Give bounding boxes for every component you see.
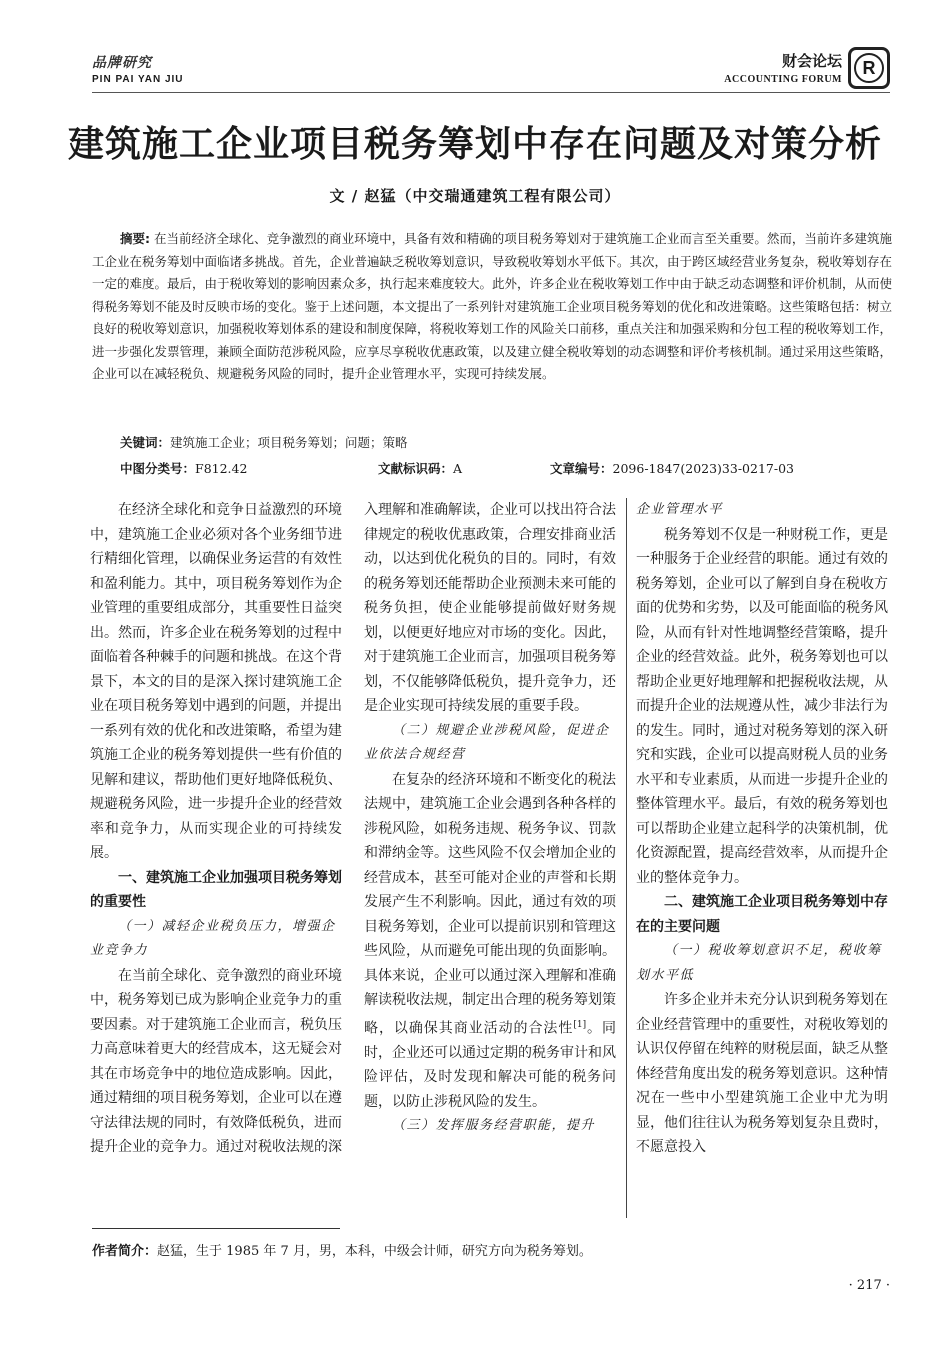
column-name-cn: 品牌研究: [92, 55, 152, 71]
column-2: [364, 498, 616, 1139]
body-paragraph: 在当前全球化、竞争激烈的商业环境中，税务筹划已成为影响企业竞争力的重要因素。对于建筑施工企业而言，税负压力高意味着更大的经营成本，这无疑会对其在市场竞争中的地位造成影响。因此，通过精细的项目税务筹划，企业可以在遵守法律法规的同时，有效降低税负，进而提升企业的竞争力。通过对税收法规的深: [90, 967, 342, 1155]
art-value: 2096-1847(2023)33-0217-03: [612, 461, 794, 476]
paragraph-text: 。同时，企业还可以通过定期的税务审计和风险评估，及时发现和解决可能的税务问题，以防止涉税风险的发生。: [364, 1020, 616, 1110]
subsection-heading-1-2: （二）规避企业涉税风险，促进企业依法合规经营: [364, 722, 610, 762]
section-name-en: ACCOUNTING FORUM: [724, 74, 842, 85]
section-name-cn: 财会论坛: [781, 52, 842, 70]
citation-ref: [1]: [573, 1019, 587, 1030]
keywords: [120, 433, 408, 451]
journal-section-name: [724, 50, 842, 85]
body-paragraph: [364, 768, 616, 1115]
column-divider: [626, 498, 627, 1218]
author-bio-label: 作者简介：: [92, 1244, 158, 1259]
section-heading-2: 二、建筑施工企业项目税务筹划中存在的主要问题: [636, 894, 888, 935]
clc-value: F812.42: [195, 461, 248, 476]
abstract: [92, 228, 892, 386]
keywords-label: 关键词：: [120, 435, 171, 450]
author-bio-text: 赵猛，生于 1985 年 7 月，男，本科，中级会计师，研究方向为税务筹划。: [157, 1244, 592, 1259]
subsection-heading-continued: 企业管理水平: [636, 502, 724, 517]
paragraph-text: 在复杂的经济环境和不断变化的税法法规中，建筑施工企业会遇到各种各样的涉税风险，如税务违规、税务争议、罚款和滞纳金等。这些风险不仅会增加企业的经营成本，甚至可能对企业的声誉和长期发展产生不利影响。因此，通过有效的项目税务筹划，企业可以提前识别和管理这些风险，从而避免可能出现的负面影响。具体来说，企业可以通过深入理解和准确解读税收法规，制定出合理的税务筹划策略，以确保其商业活动的合法性: [364, 771, 616, 1037]
logo-letter: R: [854, 53, 884, 83]
column-3: [636, 498, 888, 1160]
intro-paragraph: 在经济全球化和竞争日益激烈的环境中，建筑施工企业必须对各个业务细节进行精细化管理，以确保业务运营的有效性和盈利能力。其中，项目税务筹划作为企业管理的重要组成部分，其重要性日益突出。然而，许多企业在税务筹划的过程中面临着各种棘手的问题和挑战。在这个背景下，本文的目的是深入探讨建筑施工企业在项目税务筹划中遇到的问题，并提出一系列有效的优化和改进策略，希望为建筑施工企业的税务筹划提供一些有价值的见解和建议，帮助他们更好地降低税负、规避税务风险，进一步提升企业的经营效率和竞争力，从而实现企业的可持续发展。: [90, 502, 342, 861]
journal-column-name: [92, 52, 184, 85]
article-title: 建筑施工企业项目税务筹划中存在问题及对策分析: [67, 124, 882, 165]
subsection-heading-2-1: （一）税收筹划意识不足，税收筹划水平低: [636, 943, 882, 983]
article-author: 文 / 赵猛（中交瑞通建筑工程有限公司）: [329, 187, 621, 205]
body-paragraph: 入理解和准确解读，企业可以找出符合法律规定的税收优惠政策，合理安排商业活动，以达到优化税负的目的。同时，有效的税务筹划还能帮助企业预测未来可能的税务负担，使企业能够提前做好财务规划，以便更好地应对市场的变化。因此，对于建筑施工企业而言，加强项目税务筹划，不仅能够降低税负，提升竞争力，还是企业实现可持续发展的重要手段。: [364, 502, 616, 714]
column-name-en: PIN PAI YAN JIU: [92, 74, 184, 85]
clc-number: [120, 459, 247, 477]
header-divider: [92, 92, 890, 93]
article-number: [550, 459, 794, 477]
doc-code: [378, 459, 462, 477]
abstract-text: 在当前经济全球化、竞争激烈的商业环境中，具备有效和精确的项目税务筹划对于建筑施工企业而言至关重要。然而，当前许多建筑施工企业在税务筹划中面临诸多挑战。首先，企业普遍缺乏税收筹划意识，导致税收筹划水平低下。其次，由于跨区域经营业务复杂，税收筹划存在一定的难度。最后，由于税收筹划的影响因素众多，执行起来难度较大。此外，许多企业在税收筹划工作中由于缺乏动态调整和评价机制，从而使得税务筹划不能及时反映市场的变化。鉴于上述问题，本文提出了一系列针对建筑施工企业项目税务筹划的优化和改进策略。这些策略包括：树立良好的税收筹划意识，加强税收筹划体系的建设和制度保障，将税收筹划工作的风险关口前移，重点关注和加强采购和分包工程的税收筹划工作，进一步强化发票管理，兼顾全面防范涉税风险，应享尽享税收优惠政策，以及建立健全税收筹划的动态调整和评价考核机制。通过采用这些策略，企业可以在减轻税负、规避税务风险的同时，提升企业管理水平，实现可持续发展。: [92, 231, 893, 381]
column-1: [90, 498, 342, 1160]
registered-logo-icon: [848, 47, 890, 89]
author-bio: [92, 1240, 592, 1259]
body-paragraph: 许多企业并未充分认识到税务筹划在企业经营管理中的重要性，对税收筹划的认识仅停留在纯粹的财税层面，缺乏从整体经营角度出发的税务筹划意识。这种情况在一些中小型建筑施工企业中尤为明显，他们往往认为税务筹划复杂且费时，不愿意投入: [636, 992, 888, 1155]
page-number: · 217 ·: [848, 1278, 890, 1293]
keywords-text: 建筑施工企业；项目税务筹划；问题；策略: [170, 435, 408, 450]
footnote-divider: [92, 1228, 340, 1229]
section-heading-1: 一、建筑施工企业加强项目税务筹划的重要性: [90, 869, 342, 910]
doc-label: 文献标识码：: [378, 461, 454, 476]
doc-value: A: [453, 461, 463, 476]
clc-label: 中图分类号：: [120, 461, 196, 476]
art-label: 文章编号：: [550, 461, 613, 476]
body-paragraph: 税务筹划不仅是一种财税工作，更是一种服务于企业经营的职能。通过有效的税务筹划，企业可以了解到自身在税收方面的优势和劣势，以及可能面临的税务风险，从而有针对性地调整经营策略，提升企业的经营效益。此外，税务筹划也可以帮助企业更好地理解和把握税收法规，从而提升企业的法规遵从性，减少非法行为的发生。同时，通过对税务筹划的深入研究和实践，企业可以提高财税人员的业务水平和专业素质，从而进一步提升企业的整体管理水平。最后，有效的税务筹划也可以帮助企业建立起科学的决策机制，优化资源配置，提高经营效率，从而提升企业的整体竞争力。: [636, 526, 888, 886]
abstract-label: 摘要:: [120, 231, 151, 246]
subsection-heading-1-1: （一）减轻企业税负压力，增强企业竞争力: [90, 918, 336, 958]
subsection-heading-1-3: （三）发挥服务经营职能，提升: [392, 1118, 596, 1134]
